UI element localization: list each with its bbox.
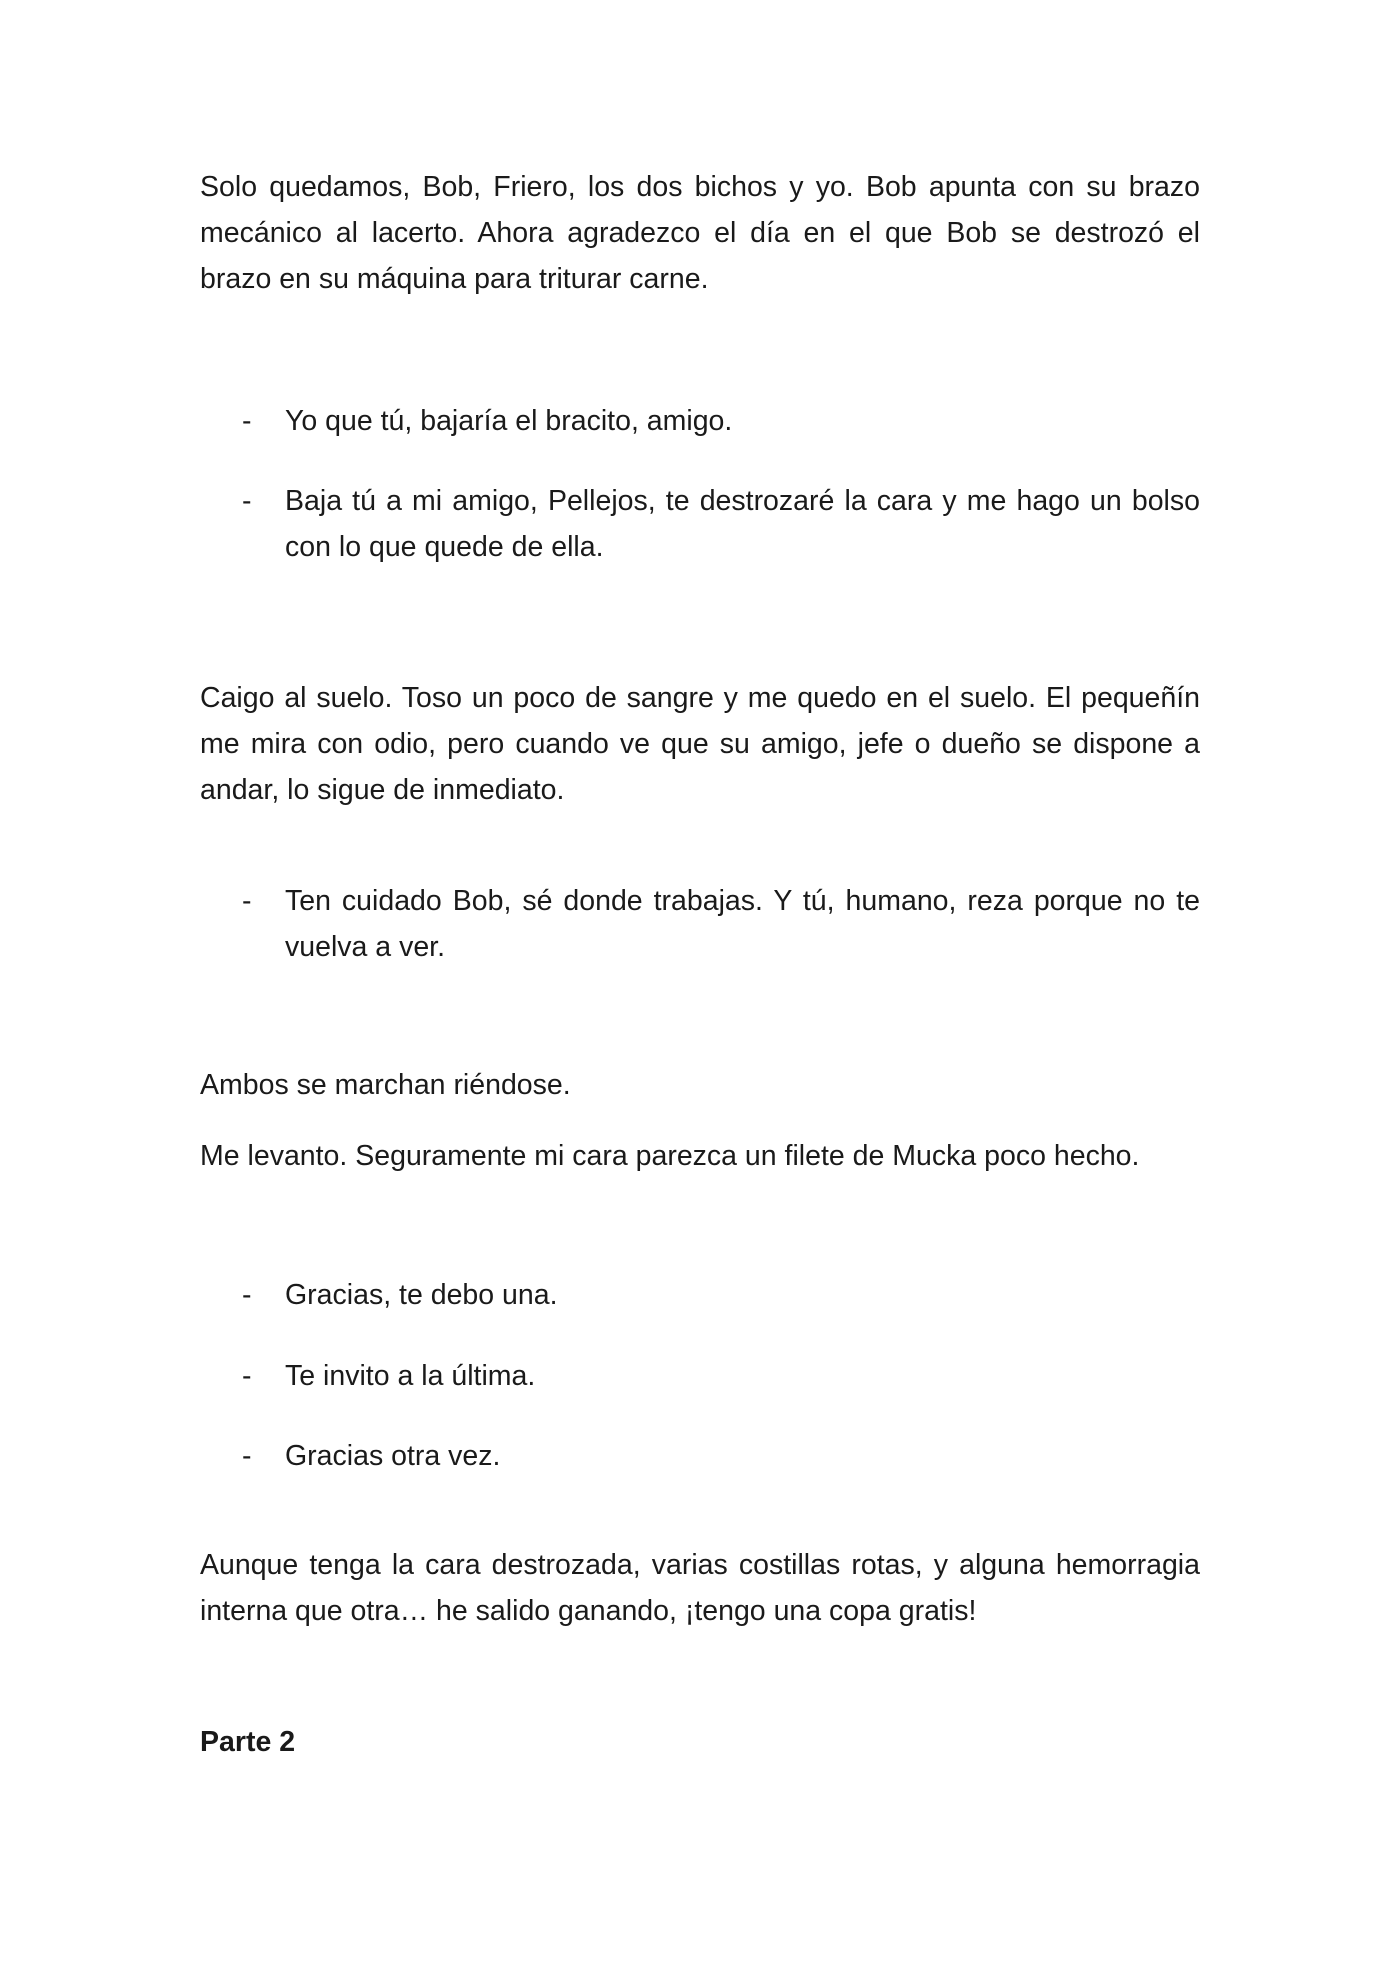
dialogue-line-4 xyxy=(200,1272,1200,1318)
dialogue-line-5 xyxy=(200,1353,1200,1399)
dialogue-dash: - xyxy=(242,485,252,517)
dialogue-text-1: Yo que tú, bajaría el bracito, amigo. xyxy=(285,405,733,437)
dialogue-dash: - xyxy=(242,405,252,437)
dialogue-text-5: Te invito a la última. xyxy=(285,1360,536,1392)
dialogue-text-3: Ten cuidado Bob, sé donde trabajas. Y tú, humano, reza porque no te vuelva a ver. xyxy=(285,885,1200,963)
dialogue-dash: - xyxy=(242,1360,252,1392)
paragraph-1: Solo quedamos, Bob, Friero, los dos bichos y yo. Bob apunta con su brazo mecánico al lacerto. Ahora agradezco el día en el que Bob se destrozó el brazo en su máquina para triturar carne. xyxy=(200,171,1200,295)
dialogue-line-2 xyxy=(200,478,1200,570)
section-heading: Parte 2 xyxy=(200,1726,296,1758)
dialogue-line-6 xyxy=(200,1433,1200,1479)
paragraph-4: Me levanto. Seguramente mi cara parezca un filete de Mucka poco hecho. xyxy=(200,1140,1140,1172)
dialogue-line-3 xyxy=(200,878,1200,970)
dialogue-line-1 xyxy=(200,398,1200,444)
dialogue-text-2: Baja tú a mi amigo, Pellejos, te destrozaré la cara y me hago un bolso con lo que quede de ella. xyxy=(285,485,1200,563)
dialogue-dash: - xyxy=(242,1440,252,1472)
paragraph-5: Aunque tenga la cara destrozada, varias costillas rotas, y alguna hemorragia interna que otra… he salido ganando, ¡tengo una copa gratis! xyxy=(200,1549,1200,1627)
dialogue-dash: - xyxy=(242,885,252,917)
dialogue-text-4: Gracias, te debo una. xyxy=(285,1279,558,1311)
dialogue-dash: - xyxy=(242,1279,252,1311)
paragraph-2: Caigo al suelo. Toso un poco de sangre y me quedo en el suelo. El pequeñín me mira con odio, pero cuando ve que su amigo, jefe o dueño se dispone a andar, lo sigue de inmediato. xyxy=(200,682,1200,806)
dialogue-text-6: Gracias otra vez. xyxy=(285,1440,501,1472)
paragraph-3: Ambos se marchan riéndose. xyxy=(200,1069,571,1101)
